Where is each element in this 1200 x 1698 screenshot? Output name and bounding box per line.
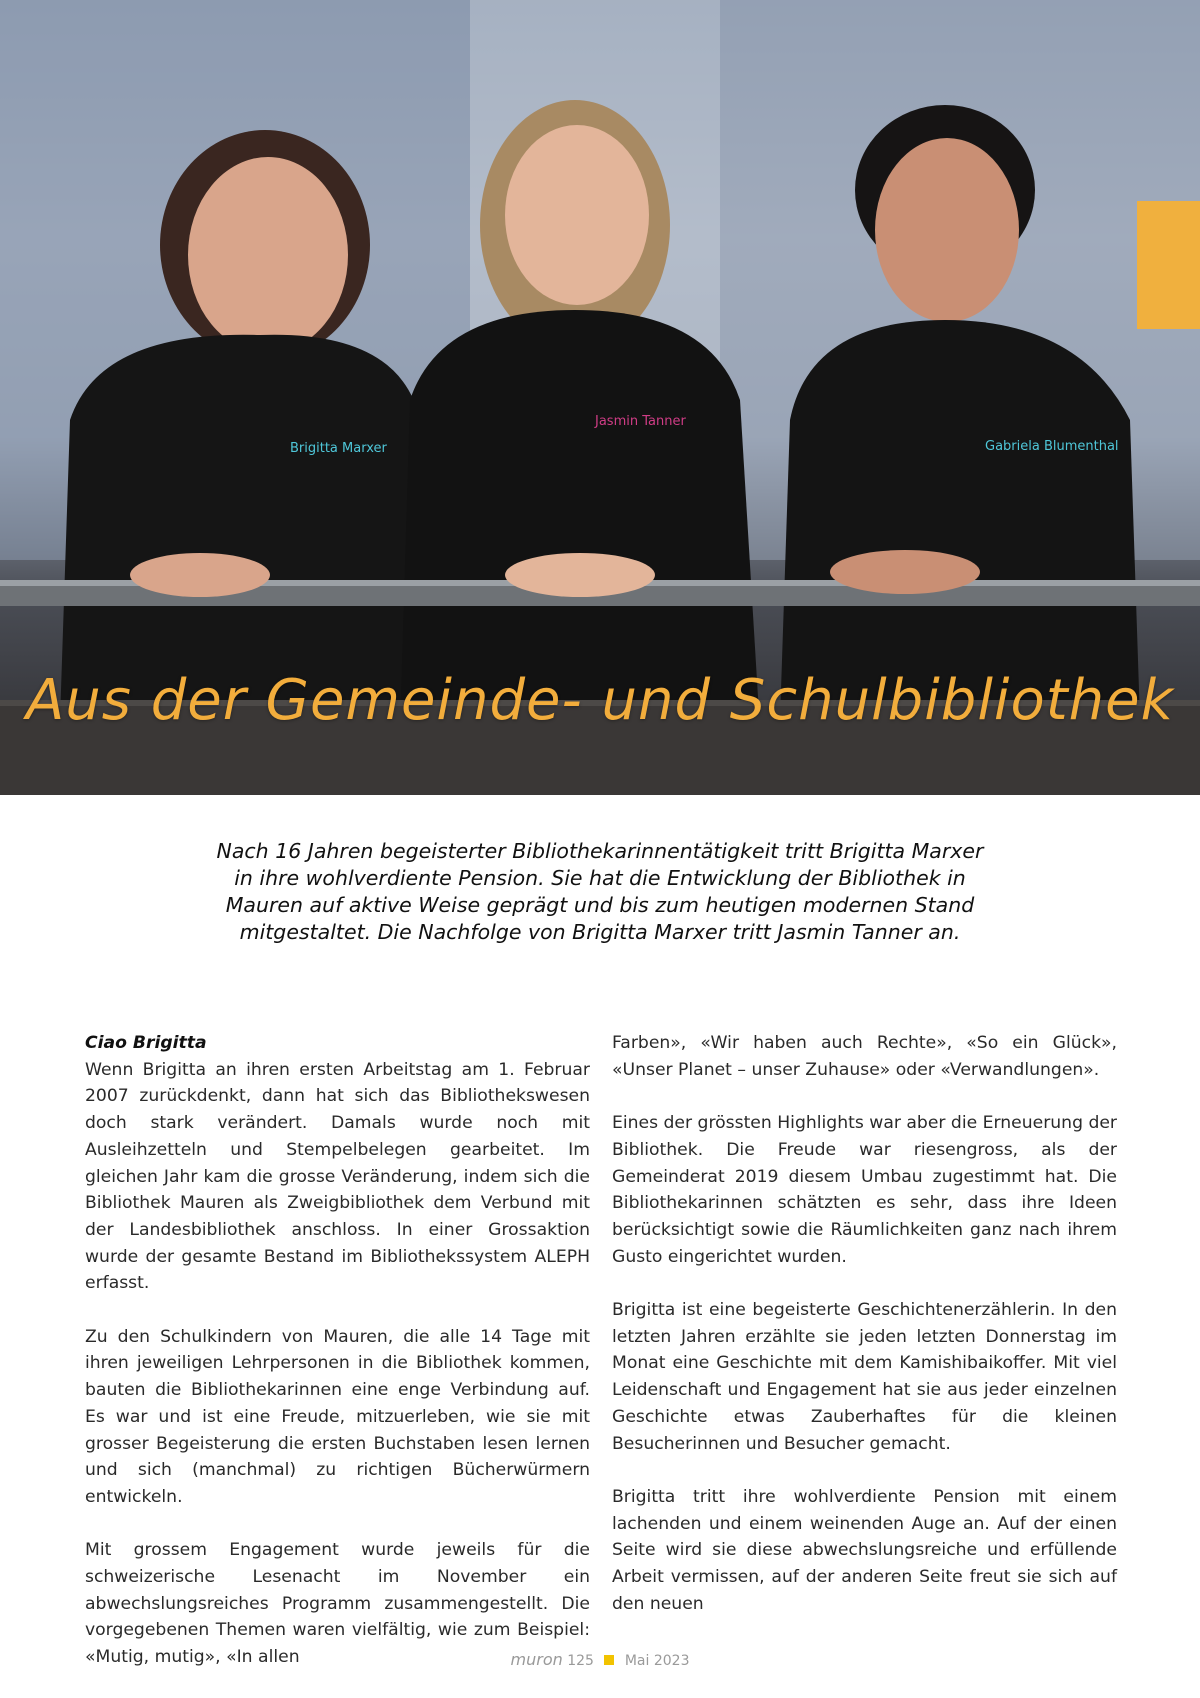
footer-brand: muron [510, 1650, 563, 1669]
page-title: Aus der Gemeinde- und Schulbibliothek [25, 668, 1175, 733]
article-column-right [612, 1030, 1117, 1644]
shirt-name-center: Jasmin Tanner [595, 414, 686, 429]
shirt-name-left: Brigitta Marxer [290, 441, 387, 456]
article-paragraph-text: Wenn Brigitta an ihren ersten Arbeitstag am 1. Februar 2007 zurückdenkt, dann hat sich das Bibliothekswesen doch stark verändert. Damals wurde noch mit Ausleihzetteln und Stempelbelegen gearbeitet. Im gleichen Jahr kam die grosse Veränderung, indem sich die Bibliothek Mauren als Zweigbibliothek dem Verbund mit der Landesbibliothek anschloss. In einer Grossaktion wurde der gesamte Bestand im Bibliothekssystem ALEPH erfasst. [85, 1059, 590, 1294]
page-footer [0, 1650, 1200, 1669]
section-tab-marker [1137, 201, 1200, 329]
hero-photo [0, 0, 1200, 795]
footer-square-icon [604, 1655, 614, 1665]
footer-issue: 125 [567, 1653, 594, 1669]
shirt-name-right: Gabriela Blumenthal [985, 439, 1119, 454]
article-paragraph: Farben», «Wir haben auch Rechte», «So ein Glück», «Unser Planet – unser Zuhause» oder «Verwandlungen». [612, 1033, 1117, 1080]
article-paragraph: Brigitta tritt ihre wohlverdiente Pension mit einem lachenden und einem weinenden Auge an. Auf der einen Seite wird sie diese abwechslungsreiche und erfüllende Arbeit vermissen, auf der anderen Seite freut sie sich auf den neuen [612, 1486, 1117, 1614]
footer-date: Mai 2023 [624, 1653, 690, 1669]
article-paragraph: Brigitta ist eine begeisterte Geschichtenerzählerin. In den letzten Jahren erzählte sie jeden letzten Donnerstag im Monat eine Geschichte mit dem Kamishibaikoffer. Mit viel Leidenschaft und Engagement hat sie aus jeder einzelnen Geschichte etwas Zauberhaftes für die kleinen Besucherinnen und Besucher gemacht. [612, 1300, 1117, 1454]
article-column-left [85, 1030, 590, 1698]
article-paragraph: Eines der grössten Highlights war aber die Erneuerung der Bibliothek. Die Freude war riesengross, als der Gemeinderat 2019 diesem Umbau zugestimmt hat. Die Bibliothekarinnen schätzten es sehr, dass ihre Ideen berücksichtigt sowie die Räumlichkeiten ganz nach ihrem Gusto eingerichtet wurden. [612, 1113, 1117, 1267]
intro-lead: Nach 16 Jahren begeisterter Bibliothekarinnentätigkeit tritt Brigitta Marxer in ihre wohlverdiente Pension. Sie hat die Entwicklung der Bibliothek in Mauren auf aktive Weise geprägt und bis zum heutigen modernen Stand mitgestaltet. Die Nachfolge von Brigitta Marxer tritt Jasmin Tanner an. [216, 839, 984, 944]
article-paragraph: Zu den Schulkindern von Mauren, die alle 14 Tage mit ihren jeweiligen Lehrpersonen in die Bibliothek kommen, bauten die Bibliothekarinnen eine enge Verbindung auf. Es war und ist eine Freude, mitzuerleben, wie sie mit grosser Begeisterung die ersten Buchstaben lesen lernen und sich (manchmal) zu richtigen Bücherwürmern entwickeln. [85, 1326, 590, 1507]
article-paragraph: Mit grossem Engagement wurde jeweils für die schweizerische Lesenacht im November ein abwechslungsreiches Programm zusammengestellt. Die vorgegebenen Themen waren vielfältig, wie zum Beispiel: «Mutig, mutig», «In allen [85, 1540, 590, 1668]
article-paragraph [85, 1030, 590, 1297]
article-subheading: Ciao Brigitta [85, 1033, 207, 1053]
